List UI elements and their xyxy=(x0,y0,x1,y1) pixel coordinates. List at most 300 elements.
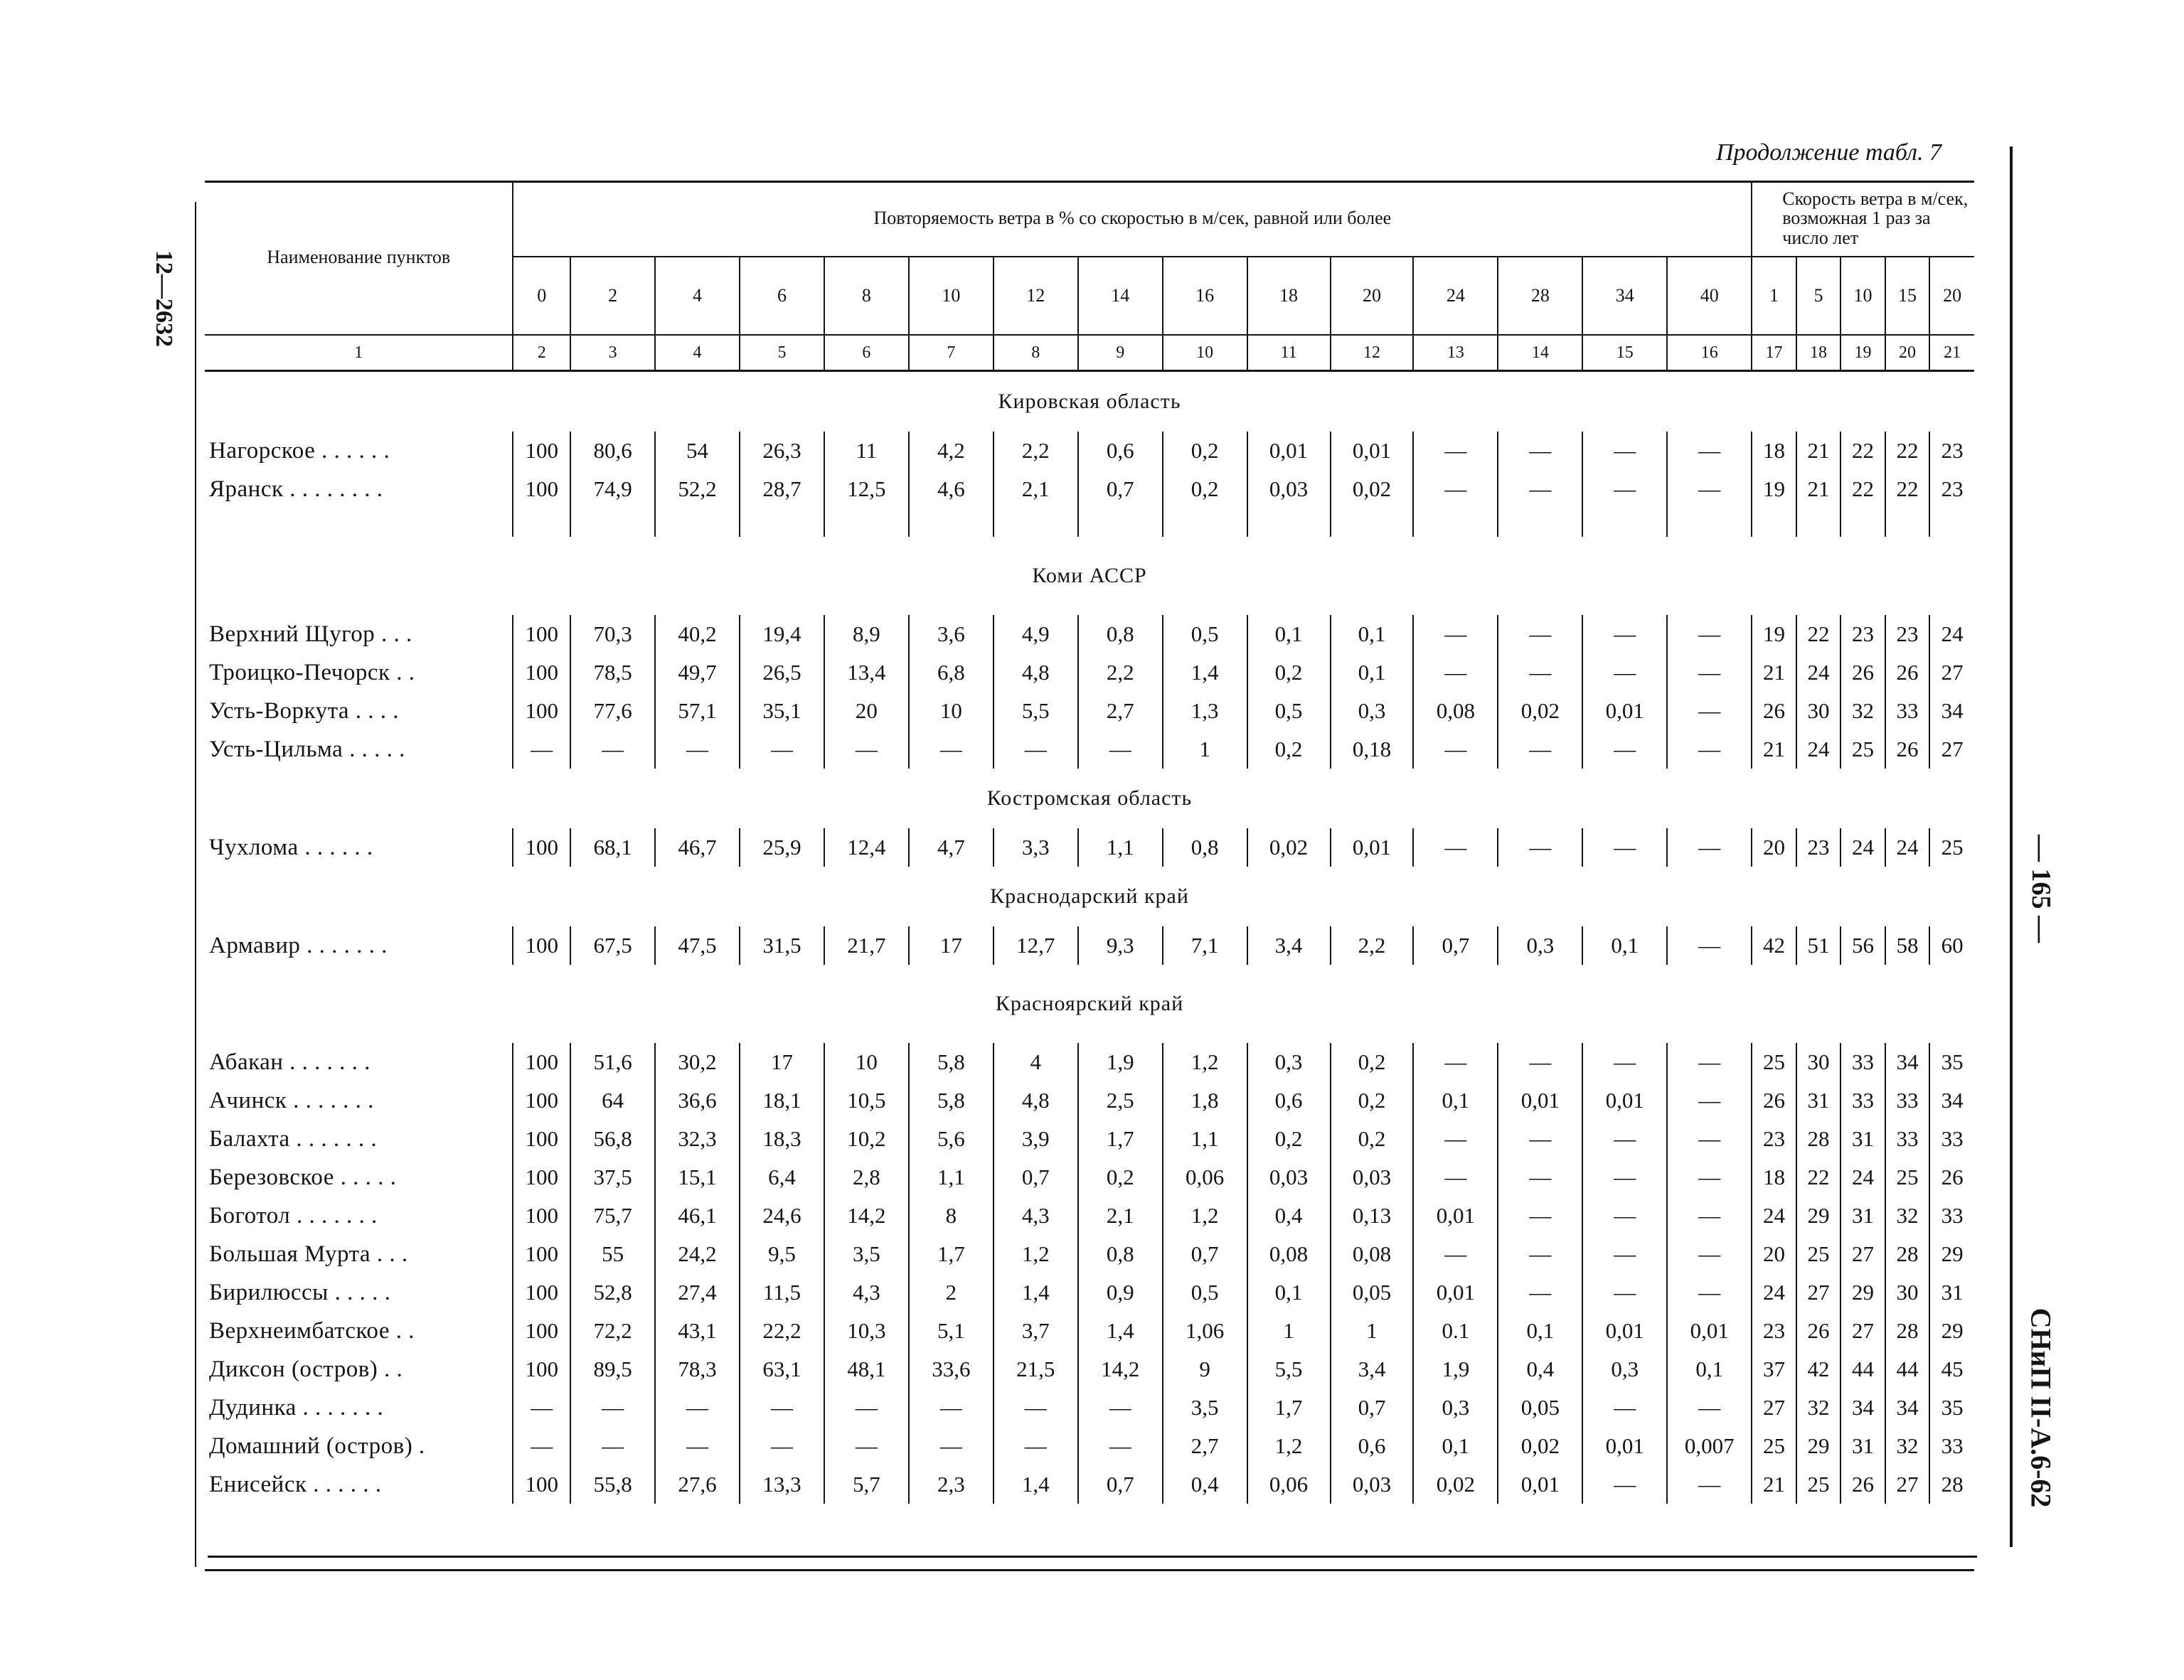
max-speed-cell: 19 xyxy=(1752,615,1796,653)
header-years-2: 10 xyxy=(1841,257,1885,335)
max-speed-cell: 23 xyxy=(1841,615,1885,653)
frequency-cell: 0,2 xyxy=(1331,1043,1414,1081)
max-speed-cell: 26 xyxy=(1841,653,1885,692)
header-speed-0: 0 xyxy=(513,257,570,335)
frequency-cell: — xyxy=(909,1427,994,1465)
frequency-cell: 7,1 xyxy=(1163,926,1247,965)
frequency-cell: — xyxy=(1667,432,1752,470)
frequency-cell: 26,5 xyxy=(740,653,824,692)
frequency-cell: 100 xyxy=(513,1158,570,1197)
header-column-number-2: 3 xyxy=(570,335,655,371)
frequency-cell: 22,2 xyxy=(740,1312,824,1350)
header-column-number-3: 4 xyxy=(655,335,740,371)
frequency-cell: — xyxy=(1413,1235,1498,1273)
header-column-number-8: 9 xyxy=(1078,335,1163,371)
header-column-number-4: 5 xyxy=(740,335,824,371)
frequency-cell: 78,3 xyxy=(655,1350,740,1389)
frequency-cell: 0,4 xyxy=(1498,1350,1582,1389)
frequency-cell: — xyxy=(513,1427,570,1465)
max-speed-cell: 27 xyxy=(1941,737,1964,761)
max-speed-cell: 24 xyxy=(1796,653,1841,692)
frequency-cell: — xyxy=(1078,730,1163,769)
max-speed-cell: 24 xyxy=(1841,828,1885,867)
table-row xyxy=(205,926,1974,965)
max-speed-cell: 19 xyxy=(1752,470,1796,508)
frequency-cell: — xyxy=(1582,1389,1667,1427)
frequency-cell: 100 xyxy=(513,926,570,965)
frequency-cell: — xyxy=(1667,1120,1752,1158)
left-margin-rule xyxy=(195,202,196,1567)
spacer-cell xyxy=(1796,508,1841,537)
frequency-cell: 0,06 xyxy=(1163,1158,1247,1197)
station-name: Балахта . . . . . . . xyxy=(205,1120,513,1158)
frequency-cell: 13,4 xyxy=(824,653,909,692)
max-speed-cell: 33 xyxy=(1885,1081,1929,1120)
max-speed-cell: 25 xyxy=(1841,730,1885,769)
frequency-cell: — xyxy=(1413,730,1498,769)
frequency-cell: 18,3 xyxy=(740,1120,824,1158)
max-speed-cell: 22 xyxy=(1885,470,1929,508)
frequency-cell: 0,01 xyxy=(1331,828,1414,867)
frequency-cell: — xyxy=(1413,470,1498,508)
frequency-cell: — xyxy=(740,730,824,769)
max-speed-cell: 28 xyxy=(1796,1120,1841,1158)
frequency-cell: 0,01 xyxy=(1247,432,1331,470)
frequency-cell: 75,7 xyxy=(570,1197,655,1235)
frequency-cell: 4,8 xyxy=(994,653,1078,692)
frequency-cell: 55 xyxy=(570,1235,655,1273)
frequency-cell: — xyxy=(740,1389,824,1427)
max-speed-cell: 28 xyxy=(1885,1235,1929,1273)
frequency-cell: — xyxy=(1582,470,1667,508)
table-row xyxy=(205,730,1974,769)
table-row xyxy=(205,432,1974,470)
frequency-cell: 5,7 xyxy=(824,1465,909,1504)
frequency-cell: 0,3 xyxy=(1582,1350,1667,1389)
section-title: Костромская область xyxy=(986,786,1193,810)
document-code: СНиП II-A.6-62 xyxy=(2025,1307,2057,1508)
frequency-cell: 0,08 xyxy=(1247,1235,1331,1273)
spacer-cell xyxy=(1667,508,1752,537)
max-speed-cell: 21 xyxy=(1752,653,1796,692)
table-row xyxy=(205,1043,1974,1081)
frequency-cell: — xyxy=(994,730,1078,769)
max-speed-cell: 24 xyxy=(1796,730,1841,769)
frequency-cell: — xyxy=(1413,615,1498,653)
frequency-cell: 0,03 xyxy=(1247,1158,1331,1197)
frequency-cell: — xyxy=(1667,615,1752,653)
max-speed-cell: 29 xyxy=(1941,1241,1964,1266)
header-speed-2: 4 xyxy=(655,257,740,335)
frequency-cell: 15,1 xyxy=(655,1158,740,1197)
frequency-cell: 0,4 xyxy=(1247,1197,1331,1235)
frequency-cell: 5,1 xyxy=(909,1312,994,1350)
max-speed-cell: 33 xyxy=(1885,1120,1929,1158)
max-speed-cell: 33 xyxy=(1941,1126,1964,1151)
max-speed-cell: 56 xyxy=(1841,926,1885,965)
frequency-cell: 80,6 xyxy=(570,432,655,470)
frequency-cell: 64 xyxy=(570,1081,655,1120)
frequency-cell: — xyxy=(994,1389,1078,1427)
frequency-cell: 1,7 xyxy=(909,1235,994,1273)
frequency-cell: 0,03 xyxy=(1247,470,1331,508)
max-speed-cell: 45 xyxy=(1941,1357,1964,1381)
frequency-cell: 100 xyxy=(513,1273,570,1312)
station-name: Троицко-Печорск . . xyxy=(205,653,513,692)
frequency-cell: — xyxy=(994,1427,1078,1465)
max-speed-cell: 31 xyxy=(1796,1081,1841,1120)
frequency-cell: — xyxy=(1498,432,1582,470)
header-column-number-1: 2 xyxy=(513,335,570,371)
frequency-cell: — xyxy=(1498,1120,1582,1158)
frequency-cell: 37,5 xyxy=(570,1158,655,1197)
frequency-cell: 0,5 xyxy=(1163,1273,1247,1312)
max-speed-cell: 34 xyxy=(1941,698,1964,723)
table-row xyxy=(205,1197,1974,1235)
max-speed-cell: 23 xyxy=(1752,1312,1796,1350)
frequency-cell: 0,7 xyxy=(1163,1235,1247,1273)
max-speed-cell: 21 xyxy=(1752,730,1796,769)
frequency-cell: — xyxy=(1413,1043,1498,1081)
spacer-cell xyxy=(740,508,824,537)
header-column-number-0: 1 xyxy=(205,335,513,371)
frequency-cell: 4,2 xyxy=(909,432,994,470)
frequency-cell: 0,6 xyxy=(1078,432,1163,470)
frequency-cell: 9,3 xyxy=(1078,926,1163,965)
frequency-cell: 0,1 xyxy=(1667,1350,1752,1389)
frequency-cell: 0,13 xyxy=(1331,1197,1414,1235)
spacer-cell xyxy=(909,508,994,537)
frequency-cell: 74,9 xyxy=(570,470,655,508)
table-row xyxy=(205,1158,1974,1197)
max-speed-cell: 23 xyxy=(1796,828,1841,867)
frequency-cell: — xyxy=(740,1427,824,1465)
spacer-cell xyxy=(1413,508,1498,537)
frequency-cell: 28,7 xyxy=(740,470,824,508)
station-name: Усть-Цильма . . . . . xyxy=(205,730,513,769)
frequency-cell: 3,7 xyxy=(994,1312,1078,1350)
station-name: Дудинка . . . . . . . xyxy=(205,1389,513,1427)
frequency-cell: 1 xyxy=(1247,1312,1331,1350)
max-speed-cell: 34 xyxy=(1885,1043,1929,1081)
row-spacer xyxy=(205,508,1974,537)
frequency-cell: — xyxy=(1582,1465,1667,1504)
frequency-cell: 100 xyxy=(513,1120,570,1158)
frequency-cell: 0,01 xyxy=(1582,1081,1667,1120)
frequency-cell: 0,2 xyxy=(1331,1081,1414,1120)
frequency-cell: — xyxy=(570,1427,655,1465)
max-speed-cell: 21 xyxy=(1796,432,1841,470)
max-speed-cell: 23 xyxy=(1941,476,1964,501)
spacer-cell xyxy=(1929,508,1974,537)
max-speed-cell: 29 xyxy=(1796,1197,1841,1235)
frequency-cell: 0,8 xyxy=(1078,1235,1163,1273)
max-speed-cell: 25 xyxy=(1752,1427,1796,1465)
max-speed-cell: 35 xyxy=(1941,1395,1964,1420)
frequency-cell: 9,5 xyxy=(740,1235,824,1273)
header-column-number-5: 6 xyxy=(824,335,909,371)
station-name: Чухлома . . . . . . xyxy=(205,828,513,867)
frequency-cell: 33,6 xyxy=(909,1350,994,1389)
frequency-cell: 0,01 xyxy=(1582,1427,1667,1465)
frequency-cell: 100 xyxy=(513,653,570,692)
max-speed-cell: 22 xyxy=(1796,615,1841,653)
frequency-cell: — xyxy=(1413,432,1498,470)
max-speed-cell: 34 xyxy=(1941,1088,1964,1113)
station-name: Абакан . . . . . . . xyxy=(205,1043,513,1081)
max-speed-cell: 33 xyxy=(1941,1203,1964,1228)
table-row xyxy=(205,1120,1974,1158)
frequency-cell: 1,4 xyxy=(1078,1312,1163,1350)
frequency-cell: 0,1 xyxy=(1331,653,1414,692)
frequency-cell: 0,02 xyxy=(1413,1465,1498,1504)
frequency-cell: — xyxy=(1582,432,1667,470)
frequency-cell: 30,2 xyxy=(655,1043,740,1081)
header-speed-1: 2 xyxy=(570,257,655,335)
spacer-cell xyxy=(824,508,909,537)
max-speed-cell: 18 xyxy=(1752,1158,1796,1197)
table-row xyxy=(205,1312,1974,1350)
frequency-cell: 2,2 xyxy=(994,432,1078,470)
table-continuation-caption: Продолжение табл. 7 xyxy=(1715,139,1941,166)
frequency-cell: 3,4 xyxy=(1247,926,1331,965)
frequency-cell: 0,3 xyxy=(1413,1389,1498,1427)
max-speed-cell: 44 xyxy=(1885,1350,1929,1389)
frequency-cell: 2,7 xyxy=(1163,1427,1247,1465)
frequency-cell: — xyxy=(1498,1235,1582,1273)
frequency-cell: — xyxy=(655,1427,740,1465)
station-name: Бирилюссы . . . . . xyxy=(205,1273,513,1312)
table-row xyxy=(205,1235,1974,1273)
header-column-number-14: 15 xyxy=(1582,335,1667,371)
frequency-cell: 67,5 xyxy=(570,926,655,965)
header-column-number-17: 18 xyxy=(1796,335,1841,371)
frequency-cell: 55,8 xyxy=(570,1465,655,1504)
section-heading-row xyxy=(205,371,1974,432)
spacer-cell xyxy=(513,508,570,537)
frequency-cell: — xyxy=(1582,1235,1667,1273)
max-speed-cell: 26 xyxy=(1885,730,1929,769)
frequency-cell: 0,1 xyxy=(1413,1427,1498,1465)
section-heading-row xyxy=(205,537,1974,615)
frequency-cell: 36,6 xyxy=(655,1081,740,1120)
frequency-cell: 0,01 xyxy=(1498,1465,1582,1504)
max-speed-cell: 34 xyxy=(1841,1389,1885,1427)
frequency-cell: 1,9 xyxy=(1078,1043,1163,1081)
frequency-cell: 19,4 xyxy=(740,615,824,653)
frequency-cell: 11,5 xyxy=(740,1273,824,1312)
header-column-number-19: 20 xyxy=(1885,335,1929,371)
max-speed-cell: 24 xyxy=(1941,621,1964,646)
frequency-cell: 56,8 xyxy=(570,1120,655,1158)
station-name: Ачинск . . . . . . . xyxy=(205,1081,513,1120)
frequency-cell: 0,3 xyxy=(1331,692,1414,730)
frequency-cell: 8,9 xyxy=(824,615,909,653)
frequency-cell: 0,8 xyxy=(1078,615,1163,653)
header-speed-group: Скорость ветра в м/сек, возможная 1 раз за число лет xyxy=(1752,181,1974,257)
max-speed-cell: 26 xyxy=(1841,1465,1885,1504)
spacer-cell xyxy=(1331,508,1414,537)
frequency-cell: 0,7 xyxy=(1078,1465,1163,1504)
frequency-cell: — xyxy=(655,1389,740,1427)
section-title: Кировская область xyxy=(998,390,1181,413)
frequency-cell: — xyxy=(1582,1197,1667,1235)
frequency-cell: — xyxy=(1413,1158,1498,1197)
frequency-cell: 47,5 xyxy=(655,926,740,965)
frequency-cell: 46,1 xyxy=(655,1197,740,1235)
header-column-number-18: 19 xyxy=(1841,335,1885,371)
frequency-cell: 35,1 xyxy=(740,692,824,730)
section-title: Краснодарский край xyxy=(990,884,1189,908)
max-speed-cell: 25 xyxy=(1796,1235,1841,1273)
max-speed-cell: 32 xyxy=(1885,1427,1929,1465)
header-speed-12: 28 xyxy=(1498,257,1582,335)
max-speed-cell: 18 xyxy=(1752,432,1796,470)
max-speed-cell: 24 xyxy=(1841,1158,1885,1197)
frequency-cell: 1,2 xyxy=(1163,1043,1247,1081)
max-speed-cell: 33 xyxy=(1885,692,1929,730)
frequency-cell: 2,5 xyxy=(1078,1081,1163,1120)
header-years-0: 1 xyxy=(1752,257,1796,335)
max-speed-cell: 29 xyxy=(1941,1318,1964,1343)
frequency-cell: 0,2 xyxy=(1331,1120,1414,1158)
frequency-cell: — xyxy=(1667,1389,1752,1427)
frequency-cell: 14,2 xyxy=(824,1197,909,1235)
frequency-cell: 20 xyxy=(824,692,909,730)
station-name: Верхний Щугор . . . xyxy=(205,615,513,653)
frequency-cell: 2,8 xyxy=(824,1158,909,1197)
frequency-cell: 0,2 xyxy=(1163,432,1247,470)
frequency-cell: 24,6 xyxy=(740,1197,824,1235)
frequency-cell: 100 xyxy=(513,692,570,730)
frequency-cell: 5,5 xyxy=(994,692,1078,730)
frequency-cell: 100 xyxy=(513,470,570,508)
frequency-cell: 100 xyxy=(513,1197,570,1235)
frequency-cell: 3,3 xyxy=(994,828,1078,867)
max-speed-cell: 44 xyxy=(1841,1350,1885,1389)
station-name: Березовское . . . . . xyxy=(205,1158,513,1197)
frequency-cell: — xyxy=(1667,828,1752,867)
frequency-cell: — xyxy=(1582,1120,1667,1158)
station-name: Усть-Воркута . . . . xyxy=(205,692,513,730)
frequency-cell: 89,5 xyxy=(570,1350,655,1389)
max-speed-cell: 25 xyxy=(1885,1158,1929,1197)
max-speed-cell: 23 xyxy=(1752,1120,1796,1158)
frequency-cell: — xyxy=(1498,828,1582,867)
max-speed-cell: 34 xyxy=(1885,1389,1929,1427)
frequency-cell: — xyxy=(513,730,570,769)
frequency-cell: 1,7 xyxy=(1247,1389,1331,1427)
frequency-cell: 0,5 xyxy=(1247,692,1331,730)
frequency-cell: 0,1 xyxy=(1247,615,1331,653)
max-speed-cell: 25 xyxy=(1941,835,1964,860)
frequency-cell: — xyxy=(1498,615,1582,653)
max-speed-cell: 29 xyxy=(1841,1273,1885,1312)
table-row xyxy=(205,470,1974,508)
frequency-cell: 52,2 xyxy=(655,470,740,508)
frequency-cell: 68,1 xyxy=(570,828,655,867)
frequency-cell: 54 xyxy=(655,432,740,470)
frequency-cell: 10,5 xyxy=(824,1081,909,1120)
header-frequency-group: Повторяемость ветра в % со скоростью в м/сек, равной или более xyxy=(513,181,1752,257)
frequency-cell: — xyxy=(1498,653,1582,692)
max-speed-cell: 31 xyxy=(1841,1427,1885,1465)
frequency-cell: 48,1 xyxy=(824,1350,909,1389)
spacer-cell xyxy=(1582,508,1667,537)
header-speed-11: 24 xyxy=(1413,257,1498,335)
station-name: Яранск . . . . . . . . xyxy=(205,470,513,508)
max-speed-cell: 27 xyxy=(1752,1389,1796,1427)
frequency-cell: 13,3 xyxy=(740,1465,824,1504)
frequency-cell: 0,08 xyxy=(1413,692,1498,730)
spacer-cell xyxy=(1163,508,1247,537)
frequency-cell: — xyxy=(1667,1158,1752,1197)
max-speed-cell: 21 xyxy=(1796,470,1841,508)
frequency-cell: — xyxy=(1667,1197,1752,1235)
frequency-cell: 0,01 xyxy=(1582,1312,1667,1350)
header-column-number-7: 8 xyxy=(994,335,1078,371)
frequency-cell: 0,3 xyxy=(1247,1043,1331,1081)
header-years-3: 15 xyxy=(1885,257,1929,335)
max-speed-cell: 32 xyxy=(1885,1197,1929,1235)
max-speed-cell: 30 xyxy=(1796,1043,1841,1081)
table-row xyxy=(205,692,1974,730)
max-speed-cell: 22 xyxy=(1841,470,1885,508)
spacer-cell xyxy=(205,508,513,537)
station-name: Диксон (остров) . . xyxy=(205,1350,513,1389)
frequency-cell: 0,01 xyxy=(1498,1081,1582,1120)
station-name: Домашний (остров) . xyxy=(205,1427,513,1465)
frequency-cell: 46,7 xyxy=(655,828,740,867)
frequency-cell: 0,2 xyxy=(1163,470,1247,508)
max-speed-cell: 30 xyxy=(1885,1273,1929,1312)
frequency-cell: 2,3 xyxy=(909,1465,994,1504)
section-heading-row xyxy=(205,769,1974,828)
header-speed-9: 18 xyxy=(1247,257,1331,335)
frequency-cell: 17 xyxy=(909,926,994,965)
spacer-cell xyxy=(1752,508,1796,537)
frequency-cell: 49,7 xyxy=(655,653,740,692)
frequency-cell: 18,1 xyxy=(740,1081,824,1120)
frequency-cell: — xyxy=(1582,615,1667,653)
right-margin-rule xyxy=(2010,146,2013,1547)
table-row xyxy=(205,1273,1974,1312)
frequency-cell: 100 xyxy=(513,1043,570,1081)
header-column-number-6: 7 xyxy=(909,335,994,371)
station-name: Армавир . . . . . . . xyxy=(205,926,513,965)
frequency-cell: 0,1 xyxy=(1582,926,1667,965)
frequency-cell: — xyxy=(1667,1235,1752,1273)
frequency-cell: 100 xyxy=(513,1465,570,1504)
frequency-cell: 0,8 xyxy=(1163,828,1247,867)
frequency-cell: 0,02 xyxy=(1331,470,1414,508)
frequency-cell: 10 xyxy=(909,692,994,730)
max-speed-cell: 27 xyxy=(1796,1273,1841,1312)
frequency-cell: 100 xyxy=(513,1081,570,1120)
frequency-cell: 2,1 xyxy=(994,470,1078,508)
frequency-cell: 0,2 xyxy=(1247,1120,1331,1158)
table-row xyxy=(205,1350,1974,1389)
frequency-cell: 5,6 xyxy=(909,1120,994,1158)
frequency-cell: 40,2 xyxy=(655,615,740,653)
max-speed-cell: 37 xyxy=(1752,1350,1796,1389)
frequency-cell: 3,5 xyxy=(1163,1389,1247,1427)
frequency-cell: — xyxy=(1667,1043,1752,1081)
frequency-cell: 2,1 xyxy=(1078,1197,1163,1235)
max-speed-cell: 26 xyxy=(1796,1312,1841,1350)
frequency-cell: 0,2 xyxy=(1247,653,1331,692)
frequency-cell: — xyxy=(1667,926,1752,965)
